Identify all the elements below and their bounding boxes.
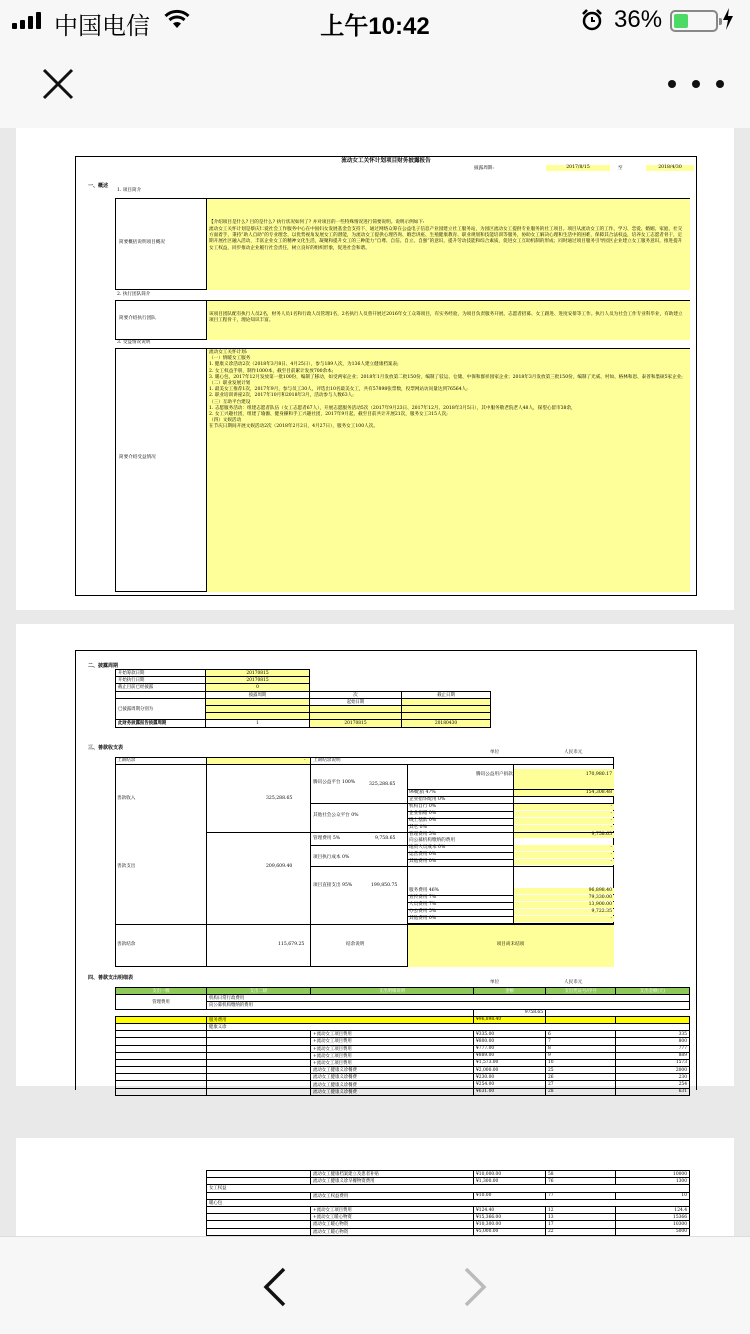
clock: 上午10:42 (320, 13, 430, 40)
benefit-line: 1. 最美女工推荐1次，2017年9月，参与员工30人，评选出10名最美女工，共有57898张票数，投票网站访问量达到76564人; (209, 387, 468, 393)
bottom-toolbar (0, 1236, 750, 1334)
expense-label: 善款支出 (117, 864, 136, 869)
table-row: +流动女工项目费用 ¥889.00 9 889 (116, 1052, 690, 1059)
table-row: +流动女工项目费用 ¥777.00 8 777 (116, 1045, 690, 1052)
table-row: 流动女工健康义诊餐费 ¥230.00 26 230 (116, 1074, 690, 1081)
execItems-amount: - (514, 852, 614, 858)
section-2-heading: 二、披露周期 (88, 663, 119, 669)
benefit-line: （四）文娱活动 (209, 418, 242, 424)
otherItems-amount: - (514, 818, 614, 824)
mgmt-amount: 9,758.65 (375, 836, 396, 841)
document-page-3 (16, 1138, 734, 1248)
section-4-heading: 四、善款支出明细表 (88, 975, 134, 981)
period-row: 开始筹款日期 20170815 (116, 670, 491, 677)
section-3-heading: 三、善款收支表 (88, 745, 124, 751)
team-heading: 2. 执行团队简介 (117, 292, 151, 297)
directItems-label: 服务费用 46% (409, 888, 440, 893)
period-header-row: 披露周期 次 截止日期 (116, 691, 491, 698)
other-platform: 其他社会公众平台 0% (313, 813, 359, 818)
table-row: +流动女工项目费用 ¥800.00 7 800 (116, 1038, 690, 1045)
table-row: 流动女工健康义诊餐费 ¥2,000.00 25 2000 (116, 1067, 690, 1074)
close-icon[interactable] (36, 62, 80, 106)
team-body: 该项目团队配有执行人员2名，财务人员1名和行政人员管理1名，2名执行人员曾开展过2016年女工众筹项目，有实务经验，为项目负责服务开展、志愿者招募、女工跟进、进度安排等工作。执行人员为社会工作专业科毕业，有助建立项目工程骨干，理论知识丰富。 (209, 312, 683, 324)
intro-question: 【介绍项目是什么? 目的是什么? 执行状况如何了? 并对项目的一些特殊情况进行简要说明。说明示例如下: (209, 220, 425, 225)
table-row: 流动女工暖心物资 ¥5,000.00 22 5000 (207, 1228, 690, 1235)
table-row: 流动女工健康档案建立及患者补贴 ¥10,000.00 58 10000 (207, 1171, 690, 1178)
execItems-label: 地贸人员成本 0% (409, 845, 446, 850)
benefit-line: 2. 女工兴趣社团，组建了瑜伽、健身操和手工兴趣社团，2017年9月起，截至目前共计开展21次，服务女工315人次; (209, 411, 448, 417)
charging-icon (722, 8, 734, 36)
mgmt-cost: 管理费用 5% (313, 836, 341, 841)
direct-cost: 项目直接支出 95% (313, 883, 353, 888)
benefit-heading: 3. 受益情况说明 (117, 340, 151, 345)
nav-bar (0, 40, 750, 128)
otherItems-amount: - (514, 811, 614, 817)
benefit-list (209, 350, 685, 430)
directItems-amount: 9,722.35 (514, 909, 614, 915)
otherItems-amount: - (514, 825, 614, 831)
benefit-line: 1. 健康义诊活动2次（2018年3月8日、4月25日），参与189人次，为136人建立健康档案表; (209, 362, 399, 368)
benefit-line: （一）情暖女工服务 (209, 356, 251, 362)
table-row: 女工权益 (207, 1185, 690, 1192)
prev-balance-label: 上期结余 (117, 758, 136, 763)
section-1-heading: 一、概述 (88, 183, 109, 189)
benefit-line: 流动女工关怀计划: (209, 350, 248, 355)
period-row: 开始执行日期 20170815 (116, 677, 491, 684)
benefit-line: 1. 志愿服务活动：组建志愿者队伍（女工志愿者67人），开展志愿服务活动5次（2017年9月23日、2017年12月、2018年3月5日），其中服务敬老院老人48人，探望心留市38余， (209, 405, 576, 411)
table-row: 流动女工健康义诊餐费 ¥254.00 27 254 (116, 1081, 690, 1088)
income-label: 善款收入 (117, 796, 136, 801)
expense-detail-table: 支出一级 支出二级 支出明细说明 金额 支出凭证号/序号 支出金额(元) 管理费用 机构日常行政费用 向公募机构缴纳的费用 9758.65 服务费用 ¥96,898.40 健康义诊 +流动女工项目费用 ¥335.00 6 335 +流动女工项目费用 ¥800.00 7 800 +流动女工项目费用 ¥777.00 8 777 +流动女工项目费用 ¥889.00 9 889 +流动女工项目费用 ¥1,573.00 10 1573 流动女工健康义诊餐费 ¥2,000.00 25 2000 流动女工健康义诊餐费 ¥230.00 26 230 流动女工健康义诊餐费 ¥254.00 27 254 流动女工健康义诊餐费 ¥631.00 28 631 (115, 987, 690, 1096)
document-page-2: 二、披露周期 开始筹款日期 20170815 开始执行日期 20170815 截止目前已经披露 0 披露周期 次 截止日期 已披露周期分别为 起始日期 此财务披露报告披露周期 1 20170815 20180430 三、善款收支表 单位 人民币元 上期结余 - 上期结余说明 善款收入 325,288.65 腾讯公益平台 100% 325,288.65 腾讯公益用户捐款 170,980.17 99配捐 47% 154,308.48 企业指华配用 0% 其他社会公众平台 0% 善款支出 209,609.40 管理费用 5% 9,758.65 管理费用 5% 9,758.65 向公募机构缴纳的费用 项目执行成本 0% 项目直接支出 95% 199,850.75 善款结余 115,679.25 结余说明 项目尚未结项 四、善款支出明细表 单位 人民币元 支出一级 支出二级 支出明细说明 金额 支出凭证号/序号 支出金额(元) 管理费用 机构日常行政费用 向公募机构缴纳的费用 9758.65 服务费用 ¥96,898.40 健康义诊 +流动女工项目费用 ¥335.00 6 335 +流动女工项目费用 ¥800.00 7 800 +流动女工项目费用 ¥777.00 8 777 +流动女工项目费用 ¥889.00 9 889 +流动女工项目费用 ¥1,573.00 10 1573 流动女工健康义诊餐费 ¥2,000.00 25 2000 流动女工健康义诊餐费 ¥230.00 26 230 流动女工健康义诊餐费 ¥254.00 27 254 流动女工健康义诊餐费 ¥631.00 28 631 机构自行 0% - 企业捐赠 0% - 线上基款 0% - 其它 0% - 地贸人员成本 0% - 运营费用 0% - 其他费用 0% - 服务费用 46% 96,898.40 宣传费用 7% 79,330.00 人员费用 7% 13,900.00 办公费用 5% 9,722.35 其他费用 0% - (16, 624, 734, 1086)
period-end: 2018/4/30 (646, 165, 694, 171)
directItems-amount: 13,900.00 (514, 902, 614, 908)
table-row: 流动女工权益费用 ¥10.00 77 10 (207, 1192, 690, 1199)
otherItems-label: 线上基款 0% (409, 818, 437, 823)
table-row: +流动女工项目费用 ¥1,573.00 10 1573 (116, 1059, 690, 1066)
otherItems-label: 机构自行 0% (409, 804, 437, 809)
execItems-label: 其他费用 0% (409, 859, 437, 864)
balance-label: 善款结余 (117, 942, 136, 947)
document-viewer[interactable] (0, 128, 750, 1236)
tencent-user-amount: 170,980.17 (514, 769, 614, 789)
alarm-icon (580, 8, 604, 39)
exec-cost: 项目执行成本 0% (313, 855, 350, 860)
carrier-name: 中国电信 (54, 13, 150, 40)
document-page-1 (16, 128, 734, 610)
benefit-label: 简要介绍受益情况 (119, 455, 156, 460)
detail-header-row: 支出一级 支出二级 支出明细说明 金额 支出凭证号/序号 支出金额(元) (116, 988, 690, 995)
match-amount: 154,308.48 (514, 790, 614, 796)
table-row: 流动女工暖心物资 ¥10,300.00 17 10300 (207, 1221, 690, 1228)
table-row: +流动女工项目费用 ¥124.40 12 124.4 (207, 1206, 690, 1213)
status-bar (0, 0, 750, 40)
benefit-line: （二）职业发展计划 (209, 380, 251, 386)
more-options-icon[interactable] (668, 66, 724, 102)
execItems-amount: - (514, 859, 614, 865)
directItems-amount: - (514, 916, 614, 922)
period-split-row: 已披露周期分别为 起始日期 (116, 698, 491, 705)
table-row: 流动女工健康义诊餐费 ¥631.00 28 631 (116, 1088, 690, 1095)
project-intro-heading: 1. 项目简介 (117, 188, 142, 193)
benefit-line: 3. 暖心包，2017年12月发放第一批100份，编制了移动，如受两家企业；2018年1月发放第二批150份，编制了驳运、仓储、中保和群祥园家企业；2018年3月发放第三批150份，编制了光威、村如、格林和恩、泰普和墨硕5家企业; (209, 374, 683, 380)
intro-label: 简要概括说明项目概况 (119, 240, 165, 245)
period-table (115, 669, 491, 728)
tencent-user-label: 腾讯公益用户捐款 (476, 772, 513, 777)
benefit-line: 2. 职业培训讲座2次，2017年10月和2018年3月，活动参与人数63人; (209, 393, 354, 399)
period-label: 披露周期: (474, 166, 494, 171)
table-row: 暖心包 (207, 1199, 690, 1206)
expense-detail-table-continued (206, 1170, 690, 1236)
back-arrow-icon[interactable] (252, 1263, 300, 1311)
balance-note-label: 结余说明 (346, 942, 365, 947)
table-row: +流动女工暖心物资 ¥15,366.00 13 15366 (207, 1214, 690, 1221)
benefit-line: （三）互助平台建设 (209, 399, 251, 405)
period-to: 至 (618, 166, 623, 171)
directItems-amount: 96,898.40 (514, 888, 614, 894)
unit-label: 单位 (490, 750, 500, 755)
table-row: 流动女工健康义诊早餐物资费用 ¥1,300.00 76 1300 (207, 1178, 690, 1185)
execItems-amount: - (514, 845, 614, 851)
service-fee-row: 服务费用 ¥96,898.40 (116, 1016, 690, 1023)
match-label: 99配捐 47% (409, 790, 436, 795)
battery-icon (670, 10, 718, 32)
balance-amount: 115,679.25 (278, 942, 305, 947)
directItems-amount: 79,330.00 (514, 895, 614, 901)
otherItems-label: 其它 0% (409, 825, 427, 830)
unit-value: 人民币元 (564, 750, 583, 755)
benefit-line: 2. 女工权益手册，制作1000本，截至目前累计发放700余本; (209, 368, 334, 374)
directItems-label: 人员费用 7% (409, 902, 437, 907)
tencent-platform: 腾讯公益平台 100% (313, 780, 356, 785)
otherItems-amount: - (514, 804, 614, 810)
current-period-row: 此财务披露报告披露周期 1 20170815 20180430 (116, 720, 491, 727)
battery-percent: 36% (614, 6, 663, 33)
intro-body: 流动女工关怀计划是蔡庆仁爱社会工作服务中心在中国妇女发展基金会支持下，通过网络众筹在公益电子信息产业园建立社工服务站，为园区流动女工提供专业服务的社工项目。项目从流动女工的工作、学习、恋爱、婚姻、家庭、社交方面着手，秉持“助人自助”的专业理念，以优势视角发展女工的潜能，为流动女工提供心理咨询、婚恋讲座、生殖健康教育、职业规划和技能培训等服务，协助女工解决心理和生活中的困难，保障其合法权益，培养女工志愿者骨干，定期开展社区融入活动，丰富企业女工的精神文化生活，凝聚和提升女工的三种能力“自尊、自信、自立、自强”的意识，提升劳动技能和综合素质，促进女工互助机制的形成；同时通过项目服务引导园区企业建立女工服务意识，推进提升女工权益，同步推动企业履行社会责任，树立良好的组织形象，促进社会和谐。 (209, 227, 683, 251)
execItems-label: 运营费用 0% (409, 852, 437, 857)
directItems-label: 宣传费用 7% (409, 895, 437, 900)
period-start: 2017/8/15 (546, 165, 610, 171)
prev-balance-note: 上期结余说明 (313, 758, 341, 763)
directItems-label: 其他费用 0% (409, 916, 437, 921)
doc-title: 流动女工关怀计划项目财务披露报告 (341, 158, 431, 164)
balance-status: 项目尚未结项 (496, 942, 525, 947)
directItems-label: 办公费用 5% (409, 909, 437, 914)
forward-arrow-icon[interactable] (450, 1263, 498, 1311)
income-total: 325,288.65 (266, 796, 293, 801)
direct-amount: 199,850.75 (371, 883, 398, 888)
period-row: 截止目前已经披露 0 (116, 684, 491, 691)
expense-total: 209,609.40 (266, 864, 293, 869)
tencent-amount: 325,288.65 (369, 782, 396, 787)
benefit-line: 在节庆日期间开展文娱活动2次（2018年2月2日，4月27日），服务女工100人次。 (209, 424, 378, 430)
table-row: +流动女工项目费用 ¥335.00 6 335 (116, 1031, 690, 1038)
otherItems-label: 企业捐赠 0% (409, 811, 437, 816)
team-label: 简要介绍执行团队 (119, 316, 156, 321)
corp-label: 企业指华配用 0% (409, 797, 446, 802)
